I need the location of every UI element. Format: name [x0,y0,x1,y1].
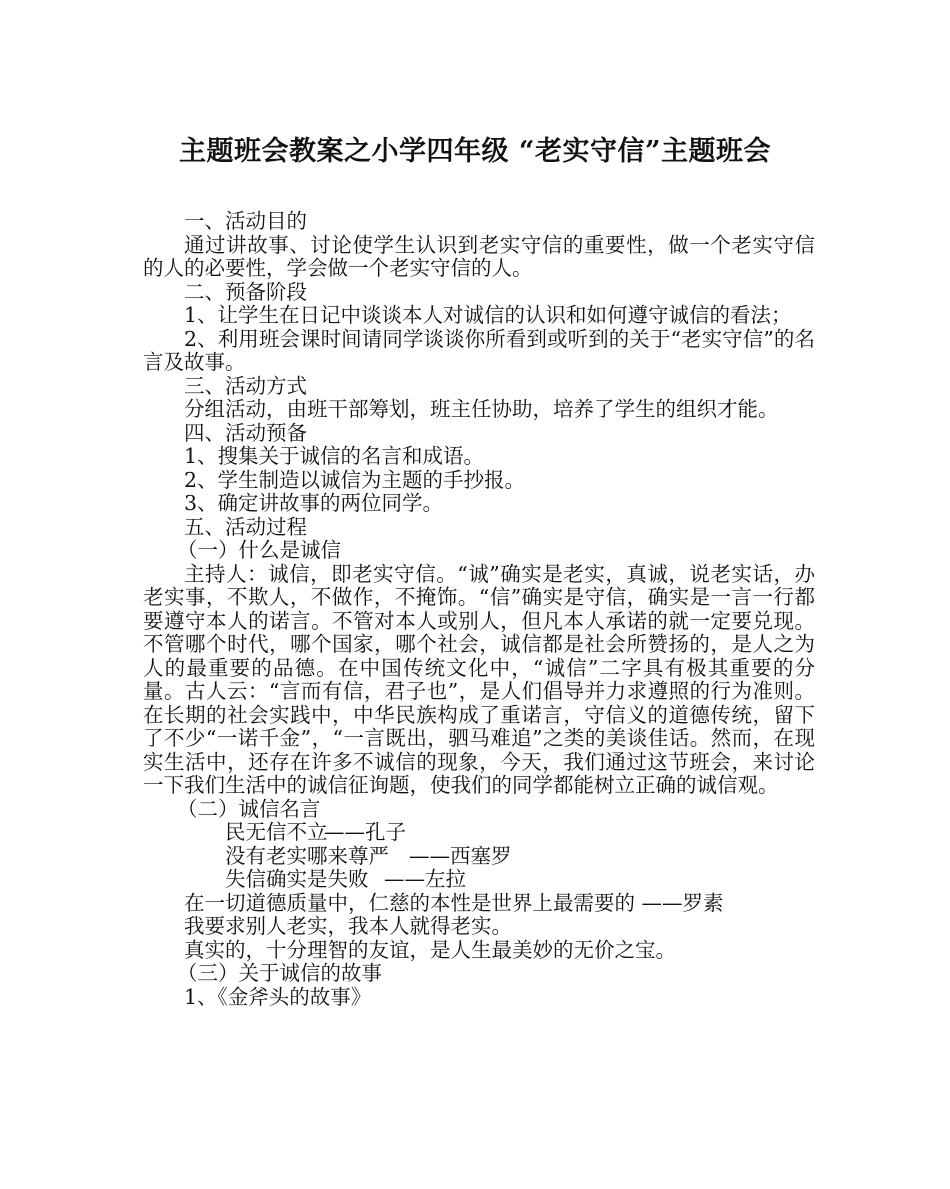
quote-line: 我要求别人老实，我本人就得老实。 [184,914,512,938]
paragraph-method: 分组活动，由班干部筹划，班主任协助，培养了学生的组织才能。 [184,397,779,421]
subsection-heading-what-is-honesty: （一）什么是诚信 [177,538,341,562]
section-heading-preparation: 二、预备阶段 [184,279,307,304]
subsection-heading-stories: （三）关于诚信的故事 [177,961,382,985]
list-item: 1、让学生在日记中谈谈本人对诚信的认识和如何遵守诚信的看法； [184,303,792,327]
quote-author: ——孔子 [324,820,406,844]
paragraph-host-speech: 主持人：诚信，即老实守信。“诚”确实是老实，真诚，说老实话，办老实事，不欺人，不做作，不掩饰。“信”确实是守信，确实是一言一行都要遵守本人的诺言。不管对本人或别人，但凡本人承诺的就一定要兑现。不管哪个时代，哪个国家，哪个社会，诚信都是社会所赞扬的，是人之为人的最重要的品德。在中国传统文化中，“诚信”二字具有极其重要的分量。古人云：“言而有信，君子也”，是人们倡导并力求遵照的行为准则。在长期的社会实践中，中华民族构成了重诺言，守信义的道德传统，留下了不少“一诺千金”，“一言既出，驷马难追”之类的美谈佳话。然而，在现实生活中，还存在许多不诚信的现象，今天，我们通过这节班会，来讨论一下我们生活中的诚信征询题，使我们的同学都能树立正确的诚信观。 [143,561,815,797]
section-heading-prep-materials: 四、活动预备 [184,420,307,445]
quote-line: 在一切道德质量中，仁慈的本性是世界上最需要的 ——罗素 [184,890,724,915]
quote-text: 失信确实是失败 [225,867,369,891]
paragraph-purpose: 通过讲故事、讨论使学生认识到老实守信的重要性，做一个老实守信的人的必要性，学会做一个老实守信的人。 [143,232,815,280]
document-title: 主题班会教案之小学四年级 “老实守信”主题班会 [179,136,771,167]
list-item: 3、确定讲故事的两位同学。 [184,491,444,515]
quote-author: ——左拉 [384,867,466,891]
quote-text: 没有老实哪来尊严 [225,843,389,868]
quote-line: 真实的，十分理智的友谊，是人生最美妙的无价之宝。 [184,937,676,962]
quote-line [143,821,815,845]
quote-text: 民无信不立 [225,820,328,844]
document-body [143,210,815,1009]
story-title: 1、《金斧头的故事》 [184,984,372,1009]
quote-line [143,868,815,892]
list-item: 2、学生制造以诚信为主题的手抄报。 [184,467,526,492]
subsection-heading-quotes: （二）诚信名言 [177,796,321,821]
section-heading-purpose: 一、活动目的 [184,209,307,233]
list-item: 2、利用班会课时间请同学谈谈你所看到或听到的关于“老实守信”的名言及故事。 [143,326,815,374]
quote-line [143,845,815,869]
list-item: 1、搜集关于诚信的名言和成语。 [184,444,485,468]
quote-author: ——西塞罗 [409,843,512,868]
section-heading-process: 五、活动过程 [184,514,307,539]
section-heading-method: 三、活动方式 [184,373,307,398]
